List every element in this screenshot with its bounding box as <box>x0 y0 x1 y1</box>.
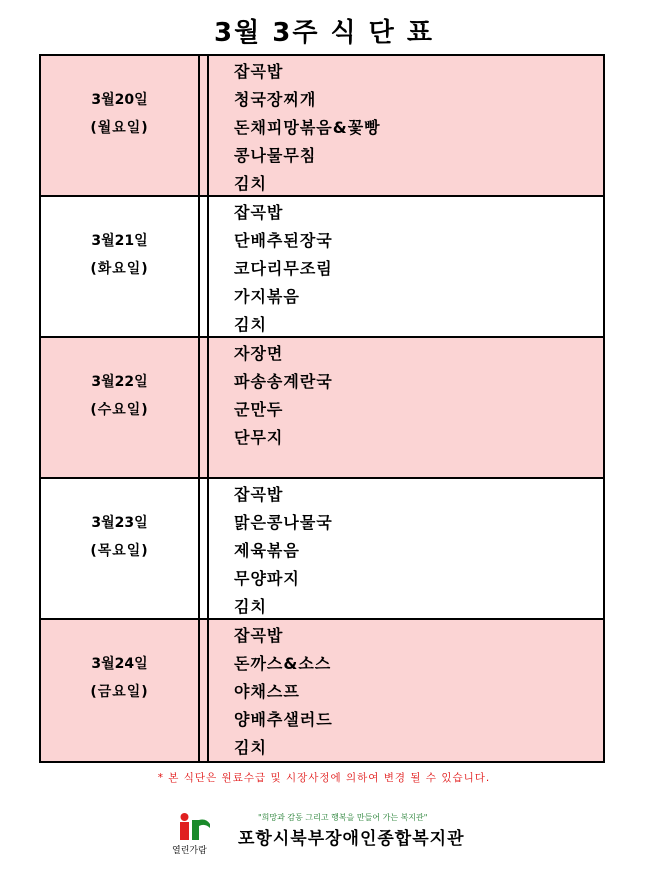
day-row-thursday <box>41 479 603 620</box>
menu-item: 파송송계란국 <box>234 372 333 391</box>
menu-item: 김치 <box>234 597 267 616</box>
menu-items <box>209 197 603 336</box>
menu-item: 코다리무조림 <box>234 259 333 278</box>
menu-items <box>209 56 603 195</box>
organization-name: 포항시북부장애인종합복지관 <box>238 829 465 849</box>
menu-item: 무양파지 <box>234 569 300 588</box>
menu-item: 잡곡밥 <box>234 62 284 81</box>
date-cell <box>41 338 198 477</box>
date-label: 3월21일 <box>91 233 148 249</box>
menu-item: 자장면 <box>234 344 284 363</box>
menu-item: 군만두 <box>234 400 284 419</box>
logo-text: 열린가람 <box>172 846 207 856</box>
day-row-wednesday <box>41 338 603 479</box>
date-label: 3월22일 <box>91 374 148 390</box>
menu-item: 콩나물무침 <box>234 146 317 165</box>
menu-item: 돈까스&소스 <box>234 654 332 673</box>
menu-item: 김치 <box>234 315 267 334</box>
page-title: 3월 3주 식 단 표 <box>214 18 434 48</box>
menu-item: 잡곡밥 <box>234 485 284 504</box>
weekday-label: (목요일) <box>90 543 149 559</box>
menu-item: 단무지 <box>234 428 284 447</box>
menu-item: 양배추샐러드 <box>234 710 333 729</box>
date-label: 3월23일 <box>91 515 148 531</box>
date-cell <box>41 197 198 336</box>
menu-item: 맑은콩나물국 <box>234 513 333 532</box>
slogan: "희망과 감동 그리고 행복을 만들어 가는 복지관" <box>258 813 428 822</box>
date-cell <box>41 620 198 761</box>
menu-item: 잡곡밥 <box>234 203 284 222</box>
menu-items <box>209 620 603 761</box>
menu-items <box>209 479 603 618</box>
weekday-label: (금요일) <box>90 684 149 700</box>
menu-item: 단배추된장국 <box>234 231 333 250</box>
date-label: 3월20일 <box>91 92 148 108</box>
menu-items <box>209 338 603 477</box>
menu-item: 돈채피망볶음&꽃빵 <box>234 118 381 137</box>
column-divider <box>198 479 209 618</box>
date-cell <box>41 479 198 618</box>
column-divider <box>198 620 209 761</box>
day-row-monday <box>41 56 603 197</box>
weekday-label: (화요일) <box>90 261 149 277</box>
column-divider <box>198 197 209 336</box>
menu-item: 잡곡밥 <box>234 626 284 645</box>
menu-item: 김치 <box>234 738 267 757</box>
disclaimer-note: * 본 식단은 원료수급 및 시장사정에 의하여 변경 될 수 있습니다. <box>157 772 491 784</box>
day-row-tuesday <box>41 197 603 338</box>
menu-item: 청국장찌개 <box>234 90 317 109</box>
menu-item: 야채스프 <box>234 682 300 701</box>
column-divider <box>198 56 209 195</box>
menu-item: 김치 <box>234 174 267 193</box>
day-row-friday <box>41 620 603 763</box>
menu-table <box>39 54 605 763</box>
organization-logo-icon <box>176 812 212 842</box>
menu-item: 제육볶음 <box>234 541 300 560</box>
menu-item: 가지볶음 <box>234 287 300 306</box>
column-divider <box>198 338 209 477</box>
date-label: 3월24일 <box>91 656 148 672</box>
weekday-label: (월요일) <box>90 120 149 136</box>
weekday-label: (수요일) <box>90 402 149 418</box>
date-cell <box>41 56 198 195</box>
